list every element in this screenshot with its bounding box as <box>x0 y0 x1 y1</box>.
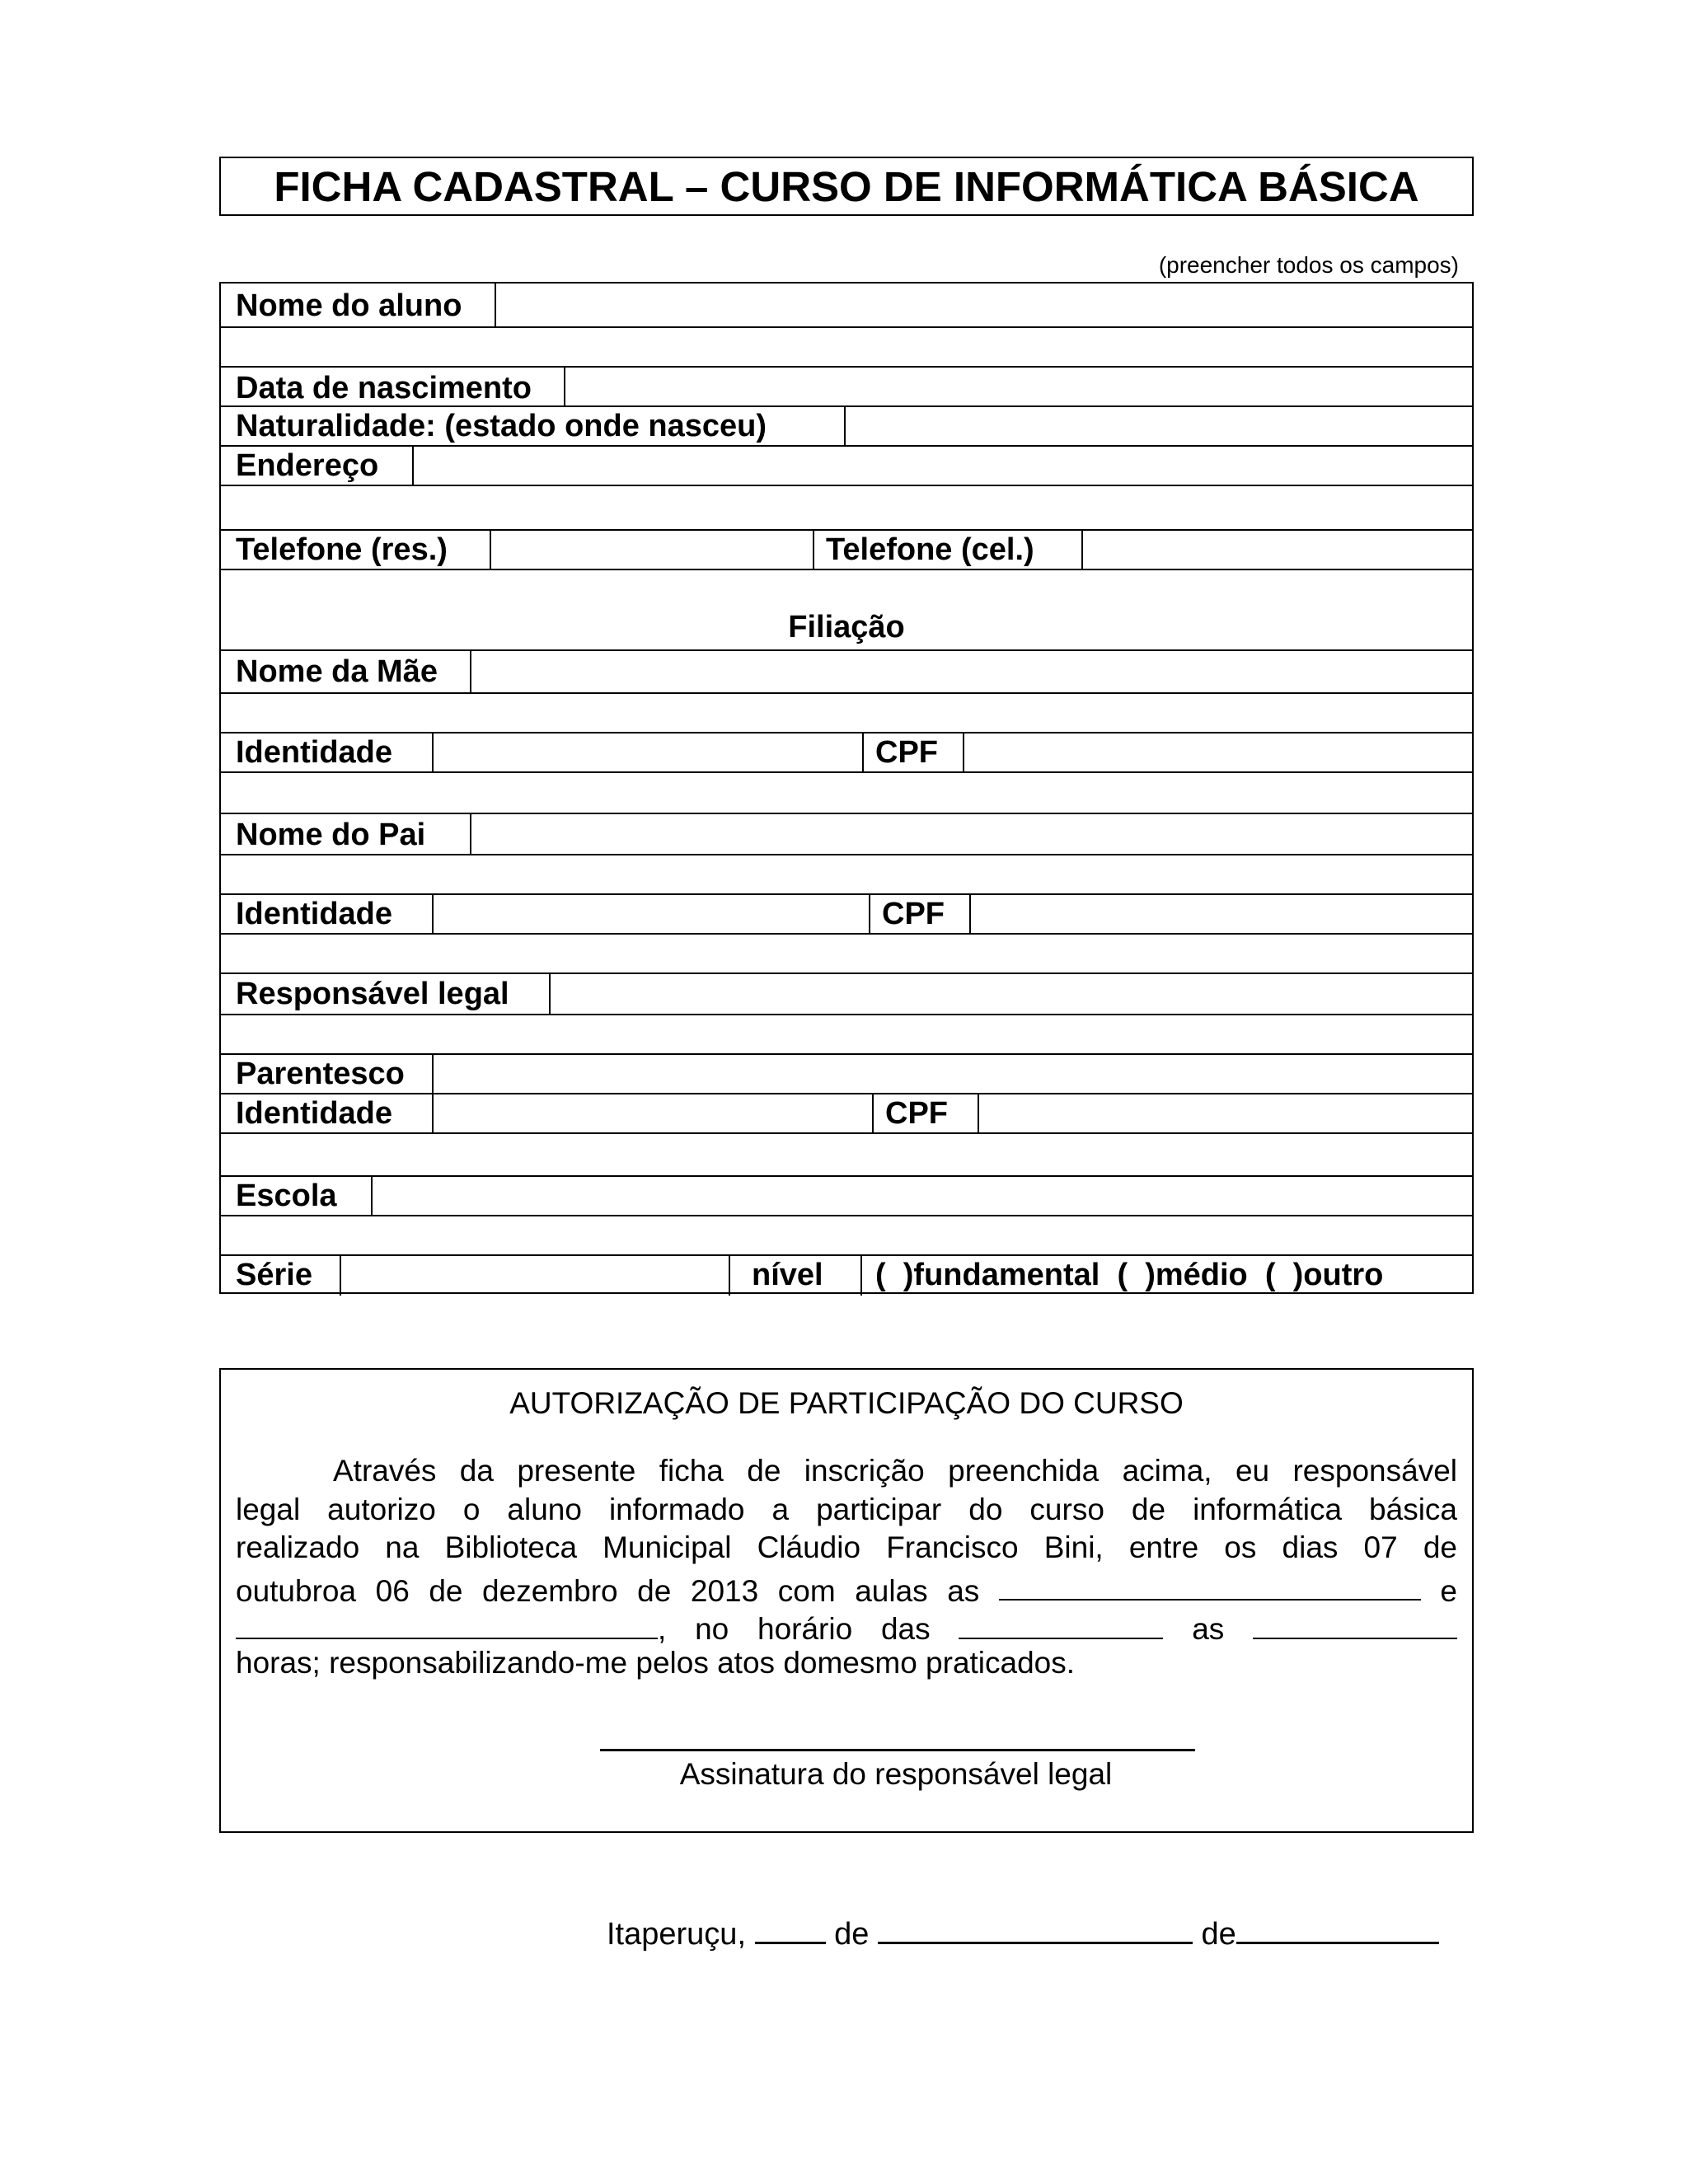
text: das <box>880 1611 931 1644</box>
row-divider <box>221 813 1472 814</box>
section-filiacao: Filiação <box>788 610 905 644</box>
row-divider <box>221 445 1472 447</box>
text: as <box>1192 1611 1225 1644</box>
cell-divider <box>872 1093 874 1132</box>
row-divider <box>221 854 1472 855</box>
cell-divider <box>869 893 870 933</box>
cell-divider <box>470 649 471 692</box>
cell-divider <box>844 405 846 445</box>
blank-day <box>755 1914 826 1944</box>
row-divider <box>221 326 1472 328</box>
cell-divider <box>978 1093 979 1132</box>
cell-divider <box>371 1175 373 1215</box>
row-divider <box>221 569 1472 570</box>
text: de <box>834 1917 870 1952</box>
label-identidade-mae: Identidade <box>236 735 393 770</box>
cell-divider <box>490 529 491 569</box>
row-divider <box>221 1215 1472 1216</box>
text: Através da presente ficha de inscrição preenchida acima, eu responsável <box>333 1454 1457 1488</box>
cell-divider <box>813 529 814 569</box>
row-divider <box>221 972 1472 974</box>
row-divider <box>221 771 1472 773</box>
cell-divider <box>862 732 864 771</box>
authorization-title: AUTORIZAÇÃO DE PARTICIPAÇÃO DO CURSO <box>509 1386 1184 1420</box>
blank-time-end <box>1253 1605 1457 1639</box>
cell-divider <box>1081 529 1083 569</box>
row-divider <box>221 1175 1472 1177</box>
row-divider <box>221 1132 1472 1134</box>
blank-time-start <box>959 1605 1163 1639</box>
authorization-line <box>236 1491 1457 1530</box>
cell-divider <box>470 813 471 854</box>
blank-class-day-1 <box>999 1568 1421 1601</box>
row-divider <box>221 405 1472 407</box>
text: horário <box>757 1611 853 1644</box>
cell-divider <box>412 445 414 485</box>
label-escola: Escola <box>236 1179 337 1213</box>
cell-divider <box>432 732 434 771</box>
form-title: FICHA CADASTRAL – CURSO DE INFORMÁTICA BÁSICA <box>219 157 1474 216</box>
row-divider <box>221 649 1472 651</box>
cell-divider <box>495 284 496 326</box>
text: , <box>658 1611 667 1644</box>
label-responsavel-legal: Responsável legal <box>236 977 509 1011</box>
cell-divider <box>549 972 551 1014</box>
cell-divider <box>564 366 565 405</box>
cell-divider <box>340 1254 341 1296</box>
label-nome-mae: Nome da Mãe <box>236 654 438 689</box>
cell-divider <box>729 1254 730 1296</box>
fill-all-fields-note: (preencher todos os campos) <box>1158 252 1459 278</box>
authorization-line <box>236 1644 1457 1683</box>
text: de <box>1201 1917 1236 1952</box>
signature-line <box>600 1749 1195 1751</box>
city: Itaperuçu, <box>607 1917 746 1952</box>
label-data-nascimento: Data de nascimento <box>236 371 532 405</box>
label-telefone-res: Telefone (res.) <box>236 532 448 567</box>
date-place-line <box>607 1914 1475 1950</box>
text: realizado na Biblioteca Municipal Cláudio Francisco Bini, entre os dias 07 de <box>236 1530 1457 1564</box>
row-divider <box>221 485 1472 486</box>
blank-class-day-2 <box>236 1605 658 1639</box>
label-nome-aluno: Nome do aluno <box>236 288 462 323</box>
row-divider <box>221 1254 1472 1256</box>
cell-divider <box>963 732 964 771</box>
label-naturalidade: Naturalidade: (estado onde nasceu) <box>236 409 767 443</box>
label-nivel: nível <box>752 1258 823 1292</box>
text: outubroa 06 de dezembro de 2013 com aulas as <box>236 1573 980 1605</box>
cell-divider <box>860 1254 862 1296</box>
authorization-text <box>236 1452 1457 1682</box>
row-divider <box>221 1053 1472 1055</box>
row-divider <box>221 732 1472 733</box>
blank-year <box>1236 1914 1439 1944</box>
label-cpf-mae: CPF <box>875 735 938 770</box>
label-identidade-responsavel: Identidade <box>236 1096 393 1131</box>
blank-month <box>878 1914 1193 1944</box>
row-divider <box>221 933 1472 935</box>
label-cpf-pai: CPF <box>882 897 945 931</box>
label-identidade-pai: Identidade <box>236 897 393 931</box>
text: legal autorizo o aluno informado a participar do curso de informática básica <box>236 1492 1457 1526</box>
label-serie: Série <box>236 1258 312 1292</box>
authorization-line <box>236 1529 1457 1568</box>
authorization-line <box>236 1568 1457 1606</box>
row-divider <box>221 893 1472 895</box>
text: no <box>695 1611 729 1644</box>
text: e <box>1440 1573 1457 1605</box>
row-divider <box>221 1014 1472 1015</box>
row-divider <box>221 529 1472 531</box>
cell-divider <box>969 893 971 933</box>
nivel-options: ( )fundamental ( )médio ( )outro <box>875 1258 1384 1292</box>
authorization-line <box>236 1452 1457 1491</box>
text: horas; responsabilizando-me pelos atos domesmo praticados. <box>236 1645 1076 1680</box>
registration-form <box>219 282 1474 1294</box>
label-cpf-responsavel: CPF <box>885 1096 948 1131</box>
row-divider <box>221 366 1472 368</box>
authorization-line <box>236 1605 1457 1644</box>
cell-divider <box>432 1053 434 1132</box>
label-parentesco: Parentesco <box>236 1057 405 1091</box>
label-telefone-cel: Telefone (cel.) <box>826 532 1034 567</box>
cell-divider <box>432 893 434 933</box>
label-endereco: Endereço <box>236 448 379 483</box>
row-divider <box>221 692 1472 694</box>
label-nome-pai: Nome do Pai <box>236 818 426 852</box>
signature-label: Assinatura do responsável legal <box>679 1757 1113 1791</box>
row-divider <box>221 1093 1472 1094</box>
authorization-section <box>219 1368 1474 1833</box>
